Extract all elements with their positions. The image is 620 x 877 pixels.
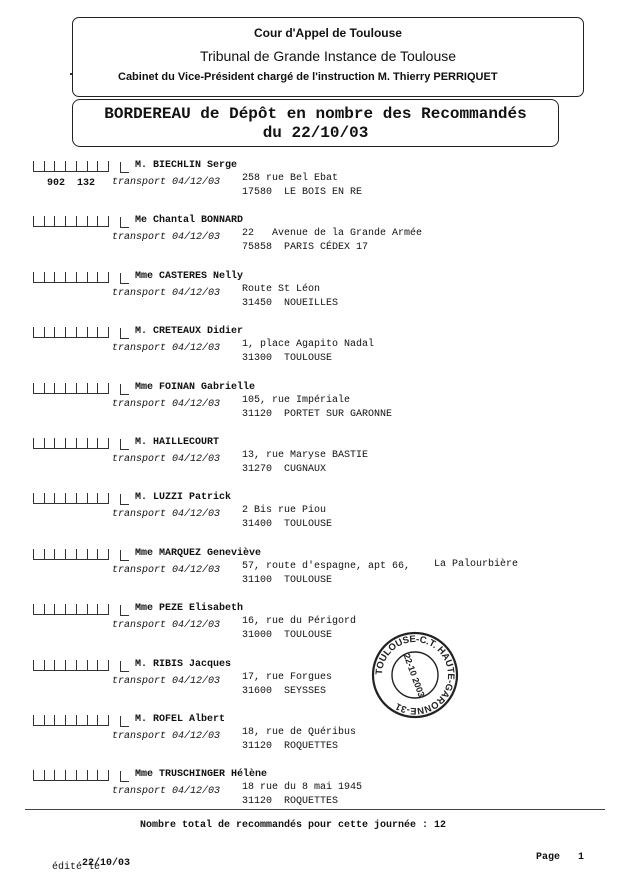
recipient-name: M. BIECHLIN Serge <box>135 160 238 171</box>
recipient-name: M. LUZZI Patrick <box>135 492 232 504</box>
transport-date: transport 04/12/03 <box>112 731 221 742</box>
record-row <box>0 323 620 378</box>
postmark-stamp <box>370 630 460 720</box>
digit-box <box>97 770 109 781</box>
record-row <box>0 379 620 434</box>
address-line-2: 31120 ROQUETTES <box>242 741 339 752</box>
check-box <box>120 273 129 284</box>
address-line-1: 57, route d'espagne, apt 66, <box>242 560 411 572</box>
footer-rule <box>25 809 605 810</box>
address-line-2: 31300 TOULOUSE <box>242 353 333 365</box>
digit-box <box>97 660 109 671</box>
transport-date: transport 04/12/03 <box>112 509 221 521</box>
address-line-1: 18, rue de Quéribus <box>242 727 357 738</box>
record-row <box>0 545 620 600</box>
check-box <box>120 328 129 339</box>
transport-date: transport 04/12/03 <box>112 343 221 355</box>
digit-box <box>44 715 55 726</box>
digit-box <box>44 216 55 227</box>
digit-box <box>97 216 109 227</box>
digit-box <box>87 715 98 726</box>
edited-label: édité le <box>52 862 101 873</box>
digit-box <box>65 493 76 504</box>
address-line-2: 31450 NOUEILLES <box>242 297 339 309</box>
stamp-date: 22-10 2003 <box>401 652 427 699</box>
digit-box <box>44 327 55 338</box>
digit-box <box>54 161 65 172</box>
tracking-number-boxes <box>33 327 109 339</box>
tracking-number-boxes <box>33 604 109 616</box>
digit-box <box>87 770 98 781</box>
digit-box <box>97 604 109 615</box>
recipient-name: Mme FOINAN Gabrielle <box>135 381 256 393</box>
digit-box <box>54 770 65 781</box>
address-line-1: Route St Léon <box>242 283 321 295</box>
title-box <box>72 99 559 147</box>
address-line-2: 31120 ROQUETTES <box>242 796 339 808</box>
digit-box <box>33 715 44 726</box>
check-box <box>120 605 129 616</box>
record-row <box>0 600 620 655</box>
digit-box <box>33 493 44 504</box>
digit-box <box>44 549 55 560</box>
address-line-2: 31270 CUGNAUX <box>242 464 327 475</box>
digit-box <box>33 161 44 172</box>
transport-date: transport 04/12/03 <box>112 786 221 798</box>
document-title: BORDEREAU de Dépôt en nombre des Recommandés <box>104 105 527 123</box>
edited-date: 22/10/03 <box>82 858 131 869</box>
transport-date: transport 04/12/03 <box>112 620 221 632</box>
transport-date: transport 04/12/03 <box>112 454 221 465</box>
digit-box <box>87 272 98 283</box>
digit-box <box>87 604 98 615</box>
address-line-2: 31000 TOULOUSE <box>242 630 333 642</box>
address-line-2: 31600 SEYSSES <box>242 685 327 697</box>
digit-box <box>33 327 44 338</box>
tracking-number-boxes <box>33 493 109 505</box>
document-date: du 22/10/03 <box>262 124 369 142</box>
digit-box <box>97 493 109 504</box>
address-line-1: 105, rue Impériale <box>242 394 351 406</box>
digit-box <box>54 438 65 449</box>
digit-box <box>97 438 109 449</box>
digit-box <box>87 327 98 338</box>
address-extra: La Palourbière <box>434 558 519 570</box>
check-box <box>120 550 129 561</box>
record-row <box>0 157 620 212</box>
stamp-outer-text: TOULOUSE-C.T. HAUTE-GARONNE-31 <box>373 633 457 717</box>
digit-box <box>87 660 98 671</box>
recipient-name: M. HAILLECOURT <box>135 437 220 448</box>
digit-box <box>65 549 76 560</box>
digit-box <box>76 383 87 394</box>
digit-box <box>33 216 44 227</box>
cabinet-name: Cabinet du Vice-Président chargé de l'instruction M. Thierry PERRIQUET <box>118 71 498 83</box>
digit-box <box>65 272 76 283</box>
digit-box <box>76 660 87 671</box>
digit-box <box>33 272 44 283</box>
transport-date: transport 04/12/03 <box>112 232 221 244</box>
tribunal-name: Tribunal de Grande Instance de Toulouse <box>199 48 457 64</box>
digit-box <box>87 161 98 172</box>
digit-box <box>76 549 87 560</box>
address-line-2: 31120 PORTET SUR GARONNE <box>242 408 393 420</box>
digit-box <box>54 660 65 671</box>
digit-box <box>44 272 55 283</box>
recipient-name: Mme CASTERES Nelly <box>135 270 244 282</box>
tracking-number-boxes <box>33 715 109 727</box>
tracking-number-boxes <box>33 161 109 173</box>
digit-box <box>33 438 44 449</box>
record-row <box>0 766 620 821</box>
record-row <box>0 212 620 267</box>
total-count: Nombre total de recommandés pour cette journée : 12 <box>140 820 447 831</box>
page-number: 1 <box>578 852 585 863</box>
digit-box <box>65 161 76 172</box>
digit-box <box>54 604 65 615</box>
digit-box <box>65 438 76 449</box>
record-row <box>0 268 620 323</box>
digit-box <box>76 438 87 449</box>
digit-box <box>97 549 109 560</box>
record-row <box>0 489 620 544</box>
address-line-2: 75858 PARIS CÉDEX 17 <box>242 242 369 254</box>
check-box <box>120 217 129 228</box>
digit-box <box>44 660 55 671</box>
digit-box <box>65 770 76 781</box>
digit-box <box>76 493 87 504</box>
check-box <box>120 384 129 395</box>
tracking-number-boxes <box>33 770 109 782</box>
digit-box <box>76 216 87 227</box>
tracking-number-boxes <box>33 660 109 672</box>
address-line-2: 17580 LE BOIS EN RE <box>242 187 363 198</box>
digit-box <box>33 549 44 560</box>
transport-date: transport 04/12/03 <box>112 398 221 410</box>
transport-date: transport 04/12/03 <box>112 675 221 687</box>
address-line-1: 13, rue Maryse BASTIE <box>242 450 369 461</box>
digit-box <box>76 327 87 338</box>
transport-date: transport 04/12/03 <box>112 564 221 576</box>
address-line-1: 2 Bis rue Piou <box>242 505 327 517</box>
check-box <box>120 771 129 782</box>
digit-box <box>65 660 76 671</box>
digit-box <box>76 161 87 172</box>
digit-box <box>97 272 109 283</box>
transport-date: transport 04/12/03 <box>112 287 221 299</box>
check-box <box>120 162 129 173</box>
recipient-name: Mme PEZE Elisabeth <box>135 603 244 615</box>
tracking-number-boxes <box>33 383 109 395</box>
address-line-1: 258 rue Bel Ebat <box>242 173 339 184</box>
tracking-number-boxes <box>33 549 109 561</box>
digit-box <box>44 383 55 394</box>
recipient-name: Me Chantal BONNARD <box>135 215 244 227</box>
digit-box <box>54 549 65 560</box>
digit-box <box>54 493 65 504</box>
digit-box <box>65 327 76 338</box>
address-line-1: 16, rue du Périgord <box>242 616 357 628</box>
check-box <box>120 494 129 505</box>
digit-box <box>97 383 109 394</box>
digit-box <box>65 383 76 394</box>
tracking-number-boxes <box>33 272 109 284</box>
tracking-number-boxes <box>33 438 109 450</box>
address-line-1: 18 rue du 8 mai 1945 <box>242 782 363 794</box>
digit-box <box>54 383 65 394</box>
address-line-1: 1, place Agapito Nadal <box>242 339 375 351</box>
digit-box <box>65 715 76 726</box>
digit-box <box>87 549 98 560</box>
digit-box <box>44 770 55 781</box>
recipient-name: M. CRETEAUX Didier <box>135 326 244 338</box>
record-row <box>0 434 620 489</box>
digit-box <box>76 770 87 781</box>
digit-box <box>33 604 44 615</box>
digit-box <box>76 715 87 726</box>
address-line-2: 31400 TOULOUSE <box>242 519 333 531</box>
digit-box <box>76 272 87 283</box>
address-line-2: 31100 TOULOUSE <box>242 574 333 586</box>
digit-box <box>65 216 76 227</box>
recipient-name: Mme MARQUEZ Geneviève <box>135 547 262 559</box>
digit-box <box>87 216 98 227</box>
record-row <box>0 656 620 711</box>
recipient-name: M. RIBIS Jacques <box>135 658 232 670</box>
digit-box <box>76 604 87 615</box>
tracking-number-boxes <box>33 216 109 228</box>
check-box <box>120 661 129 672</box>
digit-box <box>33 660 44 671</box>
check-box <box>120 716 129 727</box>
digit-box <box>87 493 98 504</box>
digit-box <box>54 327 65 338</box>
address-line-1: 22 Avenue de la Grande Armée <box>242 228 423 240</box>
transport-date: transport 04/12/03 <box>112 177 221 188</box>
tracking-number: 902 132 <box>47 178 96 189</box>
digit-box <box>87 438 98 449</box>
digit-box <box>97 715 109 726</box>
header-box <box>72 17 584 97</box>
page-label: Page <box>536 852 561 863</box>
record-row <box>0 711 620 766</box>
digit-box <box>87 383 98 394</box>
digit-box <box>44 604 55 615</box>
digit-box <box>33 770 44 781</box>
court-name: Cour d'Appel de Toulouse <box>254 26 402 40</box>
digit-box <box>44 438 55 449</box>
digit-box <box>65 604 76 615</box>
digit-box <box>44 493 55 504</box>
digit-box <box>44 161 55 172</box>
digit-box <box>54 715 65 726</box>
digit-box <box>54 216 65 227</box>
address-line-1: 17, rue Forgues <box>242 671 333 683</box>
digit-box <box>33 383 44 394</box>
digit-box <box>97 327 109 338</box>
check-box <box>120 439 129 450</box>
recipient-name: Mme TRUSCHINGER Hélène <box>135 769 268 781</box>
recipient-name: M. ROFEL Albert <box>135 714 226 725</box>
digit-box <box>54 272 65 283</box>
digit-box <box>97 161 109 172</box>
